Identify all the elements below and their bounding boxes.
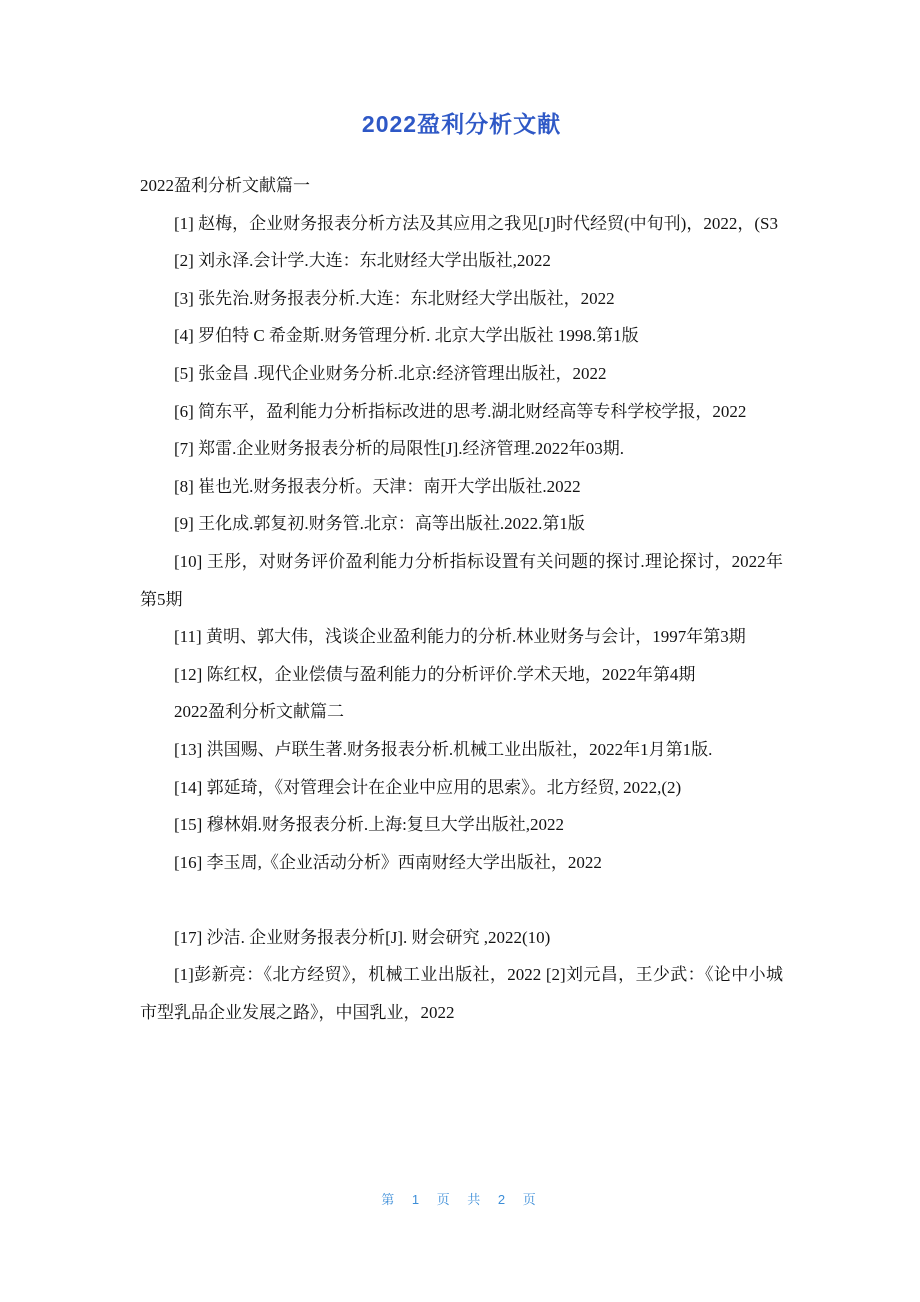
paragraph: [17] 沙洁. 企业财务报表分析[J]. 财会研究 ,2022(10) [174,927,551,947]
paragraph: [1]彭新亮：《北方经贸》，机械工业出版社，2022 [2]刘元昌，王少武：《论中小城市型乳品企业发展之路》，中国乳业，2022 [140,965,783,1023]
paragraph: [8] 崔也光.财务报表分析。天津：南开大学出版社.2022 [174,476,581,496]
paragraph: [4] 罗伯特 C 希金斯.财务管理分析. 北京大学出版社 1998.第1版 [174,326,639,346]
paragraph: [15] 穆林娟.财务报表分析.上海:复旦大学出版社,2022 [174,815,565,835]
paragraph: [2] 刘永泽.会计学.大连：东北财经大学出版社,2022 [174,251,551,271]
paragraph: [9] 王化成.郭复初.财务管.北京：高等出版社.2022.第1版 [174,514,585,534]
paragraph: [14] 郭延琦，《对管理会计在企业中应用的思索》。北方经贸, 2022,(2) [174,777,682,797]
paragraph: 2022盈利分析文献篇二 [174,702,344,722]
paragraph: [1] 赵梅，企业财务报表分析方法及其应用之我见[J]时代经贸(中旬刊)，2022，(S3 [174,213,778,233]
paragraph: 2022盈利分析文献篇一 [140,176,310,195]
document-body [140,167,783,1032]
paragraph: [12] 陈红权，企业偿债与盈利能力的分析评价.学术天地，2022年第4期 [174,664,696,684]
paragraph: [3] 张先治.财务报表分析.大连：东北财经大学出版社，2022 [174,288,615,308]
paragraph: [13] 洪国赐、卢联生著.财务报表分析.机械工业出版社，2022年1月第1版. [174,739,713,759]
page-title: 2022盈利分析文献 [361,111,562,137]
paragraph: [11] 黄明、郭大伟，浅谈企业盈利能力的分析.林业财务与会计，1997年第3期 [174,627,746,647]
paragraph: [10] 王彤，对财务评价盈利能力分析指标设置有关问题的探讨.理论探讨，2022年第5期 [140,551,783,609]
paragraph: [7] 郑雷.企业财务报表分析的局限性[J].经济管理.2022年03期. [174,439,625,459]
page-number: 第 1 页 共 2 页 [381,1192,539,1207]
paragraph: [6] 简东平，盈利能力分析指标改进的思考.湖北财经高等专科学校学报，2022 [174,401,747,421]
blank-line [140,881,783,919]
paragraph: [16] 李玉周,《企业活动分析》西南财经大学出版社，2022 [174,852,602,872]
paragraph: [5] 张金昌 .现代企业财务分析.北京:经济管理出版社，2022 [174,363,607,383]
